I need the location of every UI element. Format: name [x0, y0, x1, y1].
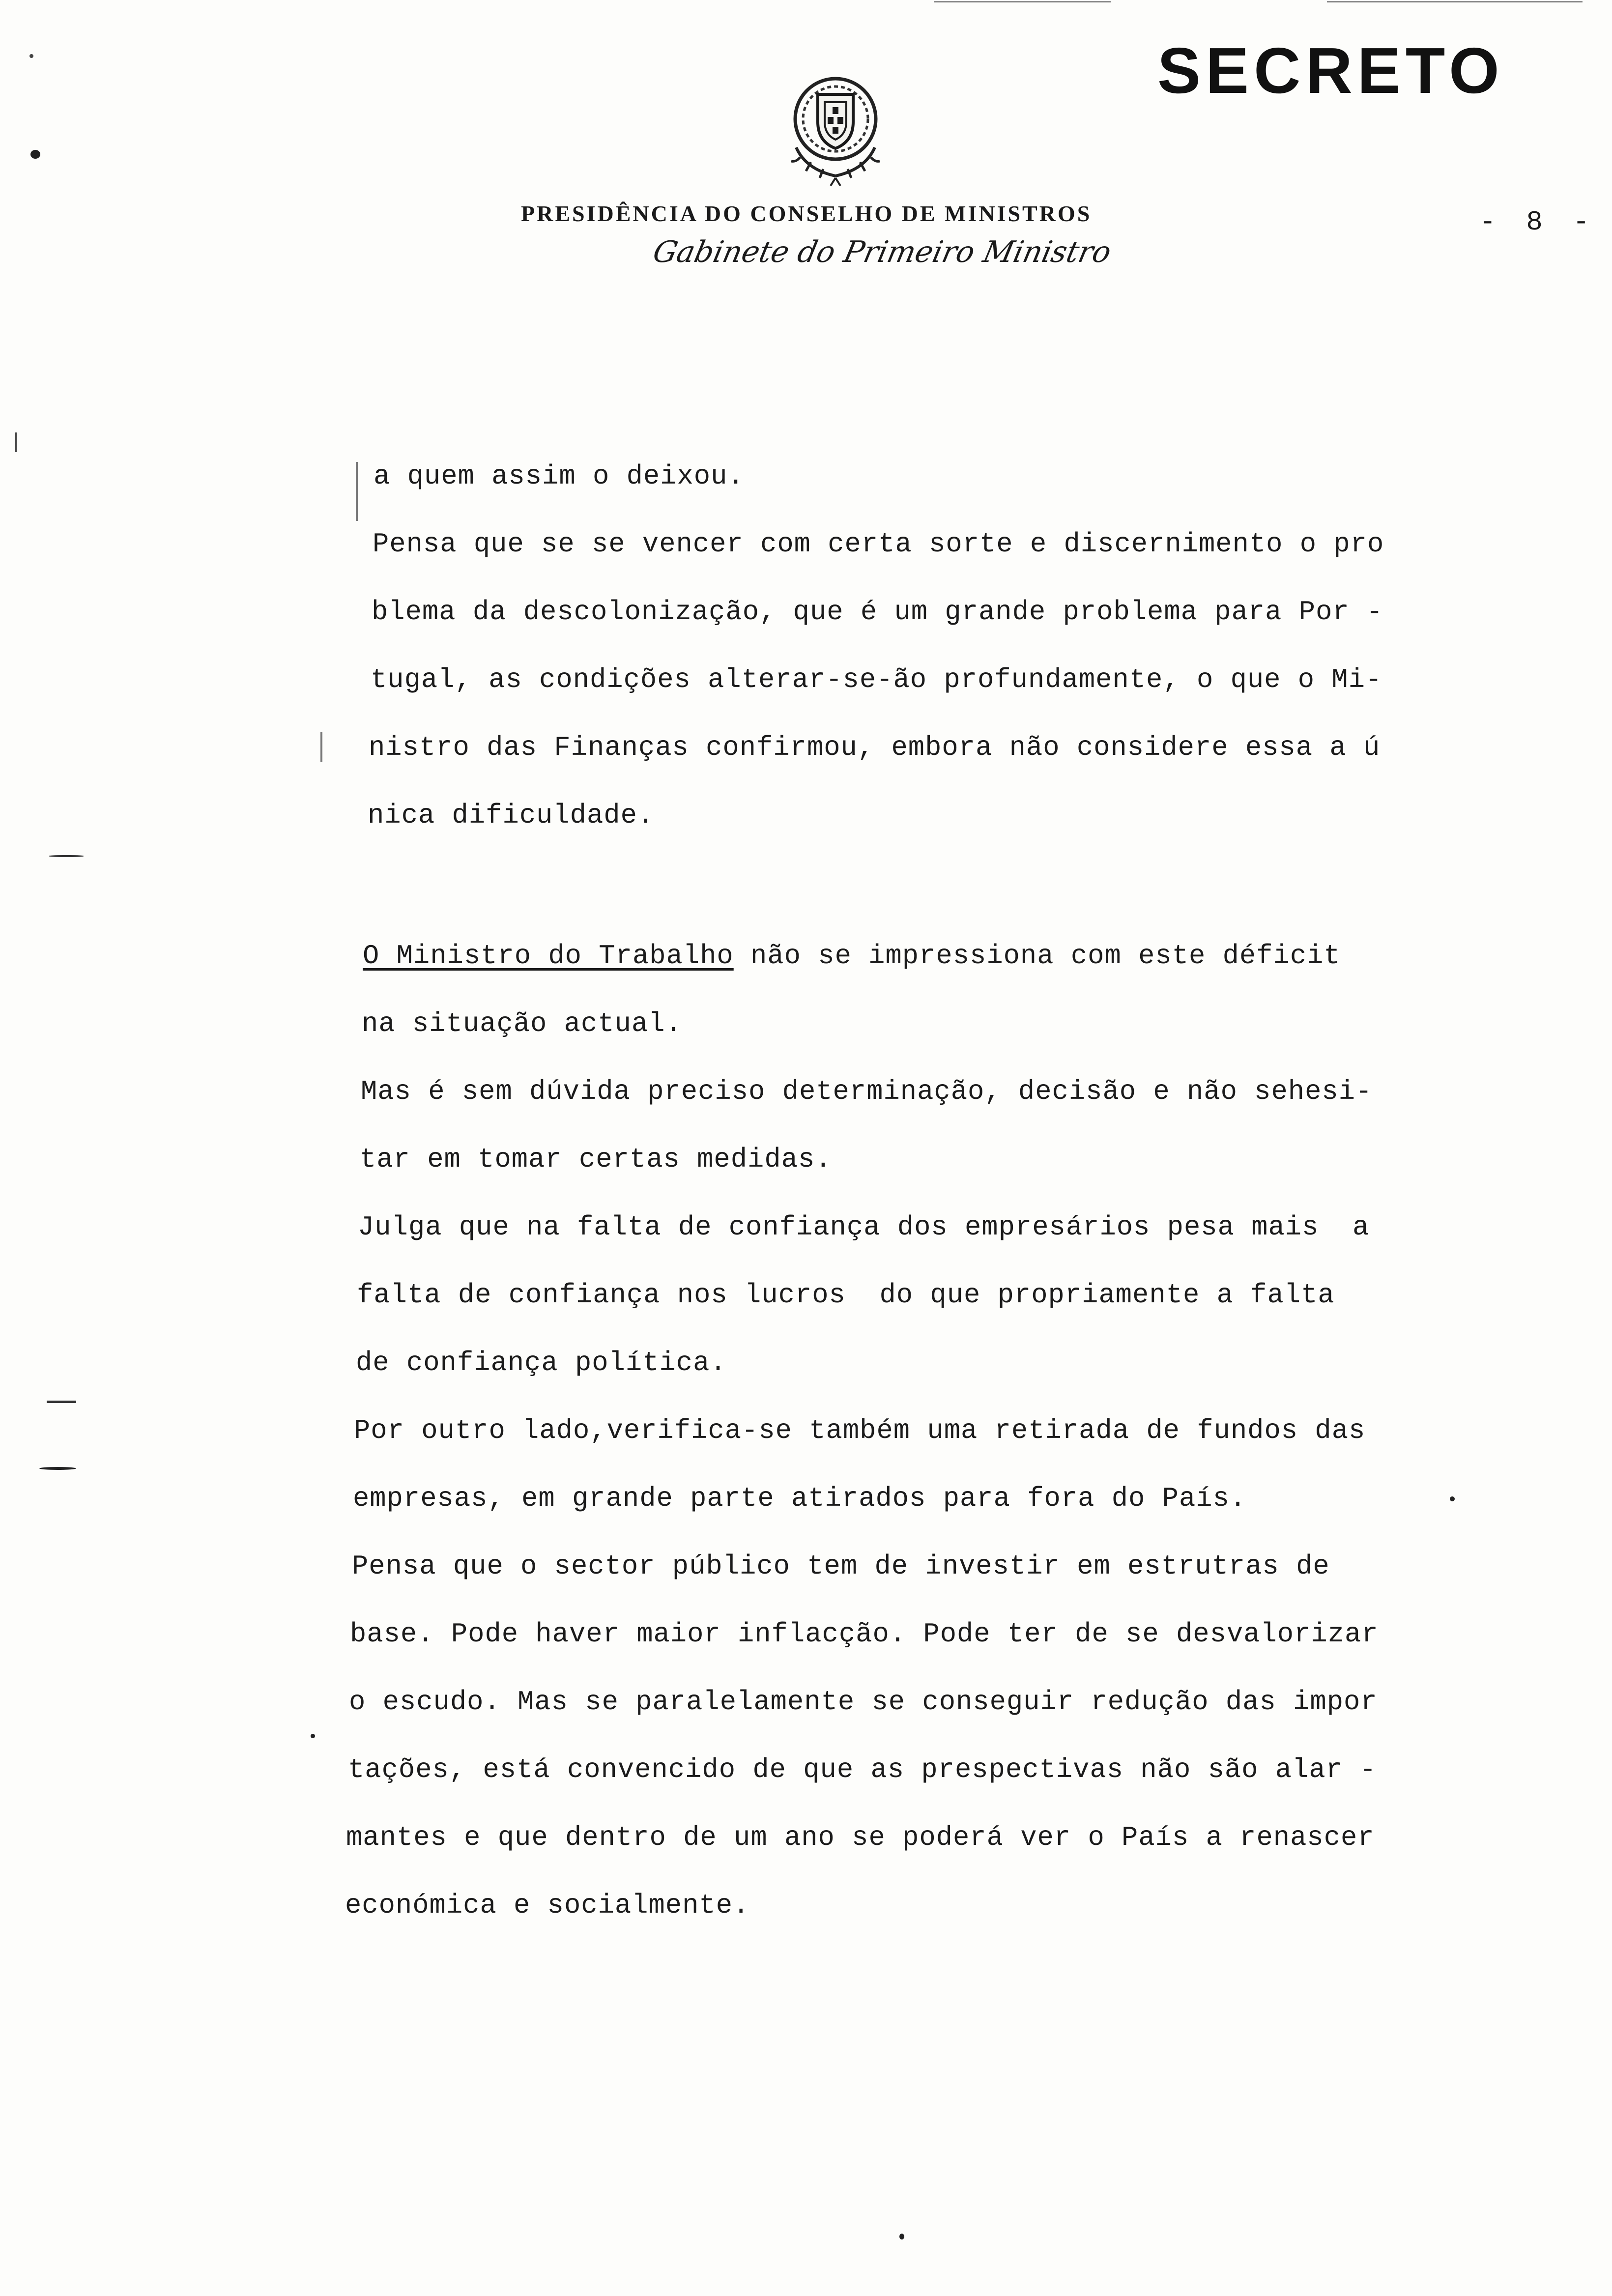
scan-speck	[899, 2234, 904, 2239]
body-line	[363, 941, 1341, 972]
body-line: falta de confiança nos lucros do que propriamente a falta	[357, 1280, 1335, 1311]
speaker-name: O Ministro do Trabalho	[363, 941, 734, 972]
scan-speck	[320, 732, 322, 762]
cabinet-signature: Gabinete do Primeiro Ministro	[650, 235, 1115, 269]
scan-speck	[15, 432, 17, 452]
body-line: a quem assim o deixou.	[374, 461, 745, 492]
scan-speck	[356, 462, 358, 521]
body-line: Julga que na falta de confiança dos empresários pesa mais a	[358, 1212, 1370, 1243]
body-line: empresas, em grande parte atirados para fora do País.	[353, 1483, 1247, 1514]
body-line-text: não se impressiona com este déficit	[750, 941, 1341, 972]
body-line: tugal, as condições alterar-se-ão profundamente, o que o Mi-	[371, 664, 1382, 695]
body-line: Pensa que o sector público tem de investir em estrutras de	[352, 1551, 1330, 1582]
body-line: nistro das Finanças confirmou, embora não considere essa a ú	[369, 732, 1381, 763]
body-line: nica dificuldade.	[368, 800, 655, 831]
body-line: tar em tomar certas medidas.	[360, 1144, 832, 1175]
body-line: Pensa que se se vencer com certa sorte e discernimento o pro	[373, 529, 1384, 560]
body-line: de confiança política.	[356, 1348, 727, 1378]
body-line: Mas é sem dúvida preciso determinação, decisão e não sehesi-	[361, 1076, 1373, 1107]
page-number: - 8 -	[1479, 206, 1597, 238]
scan-speck	[29, 54, 33, 58]
body-line: Por outro lado,verifica-se também uma retirada de fundos das	[354, 1415, 1366, 1446]
portuguese-coat-of-arms-icon	[777, 64, 894, 187]
scan-speck	[1450, 1496, 1455, 1501]
body-line: económica e socialmente.	[345, 1890, 750, 1921]
body-line: blema da descolonização, que é um grande problema para Por -	[372, 597, 1383, 628]
body-line: tações, está convencido de que as prespectivas não são alar -	[348, 1754, 1377, 1785]
institution-heading: PRESIDÊNCIA DO CONSELHO DE MINISTROS	[521, 201, 1092, 226]
body-line: o escudo. Mas se paralelamente se conseguir redução das impor	[349, 1687, 1378, 1718]
scan-edge-line	[934, 1, 1111, 2]
scan-edge-line	[1327, 1, 1583, 2]
scan-speck	[39, 1467, 76, 1470]
body-line: mantes e que dentro de um ano se poderá ver o País a renascer	[346, 1822, 1375, 1853]
body-line: na situação actual.	[362, 1008, 682, 1039]
classification-stamp: SECRETO	[1157, 34, 1504, 107]
scan-speck	[311, 1734, 315, 1738]
body-line: base. Pode haver maior inflacção. Pode ter de se desvalorizar	[350, 1619, 1379, 1650]
scan-speck	[30, 150, 40, 159]
scan-speck	[49, 855, 84, 857]
scan-speck	[47, 1401, 76, 1403]
